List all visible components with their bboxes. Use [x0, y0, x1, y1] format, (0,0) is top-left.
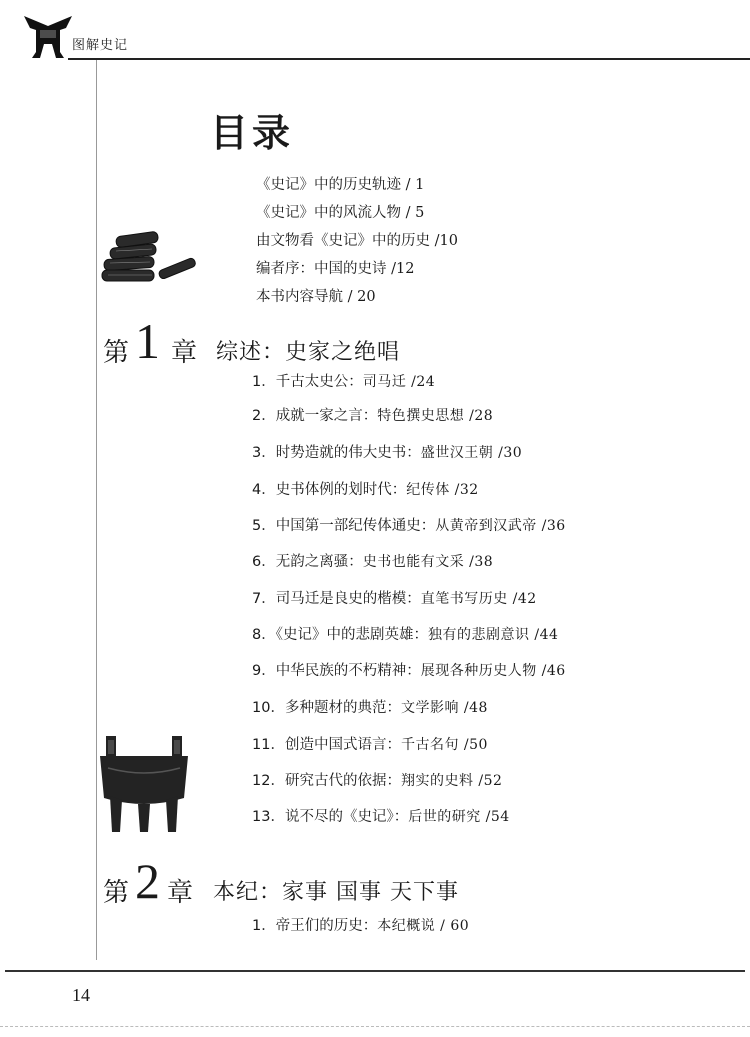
entry-subtitle: 纪传体 /32	[406, 482, 479, 498]
toc-entry[interactable]	[252, 479, 479, 500]
bronze-ding-icon	[98, 734, 190, 834]
entry-title: 12．研究古代的依据：	[252, 773, 401, 789]
page-title: 目录	[210, 110, 295, 155]
toc-entry[interactable]	[252, 660, 566, 681]
header-title: 图解史记	[72, 38, 129, 53]
entry-subtitle: 翔实的史料 /52	[400, 773, 503, 789]
toc-entry[interactable]	[252, 624, 558, 645]
bronze-vessel-icon	[22, 12, 74, 60]
chapter-prefix: 第	[103, 878, 130, 908]
toc-entry[interactable]	[252, 371, 435, 392]
toc-entry[interactable]	[252, 442, 522, 463]
entry-title: 8．《史记》中的悲剧英雄：	[252, 627, 428, 643]
toc-entry[interactable]	[252, 734, 488, 755]
entry-title: 4．史书体例的划时代：	[252, 482, 407, 498]
bamboo-scroll-icon	[98, 228, 198, 290]
entry-title: 7．司马迁是良史的楷模：	[252, 591, 421, 607]
entry-subtitle: 从黄帝到汉武帝 /36	[435, 518, 566, 534]
chapter-suffix: 章	[171, 338, 198, 368]
entry-subtitle: 史书也能有文采 /38	[362, 554, 494, 570]
entry-title: 1．千古太史公：	[252, 374, 363, 390]
entry-subtitle: 直笔书写历史 /42	[420, 591, 537, 607]
entry-title: 11．创造中国式语言：	[252, 737, 401, 753]
toc-entry[interactable]	[252, 588, 537, 609]
chapter-prefix: 第	[103, 338, 130, 368]
page-number: 14	[72, 985, 90, 1005]
entry-title: 6．无韵之离骚：	[252, 554, 363, 570]
toc-entry[interactable]	[252, 770, 502, 791]
entry-title: 13．说不尽的《史记》：	[252, 809, 409, 825]
front-matter-item[interactable]: 《史记》中的历史轨迹 / 1	[256, 177, 425, 193]
margin-rule	[96, 60, 97, 960]
entry-title: 1．帝王们的历史：	[252, 918, 378, 934]
chapter-suffix: 章	[167, 878, 194, 908]
entry-title: 3．时势造就的伟大史书：	[252, 445, 421, 461]
chapter-number: 1	[135, 313, 160, 369]
entry-title: 2．成就一家之言：	[252, 408, 378, 424]
entry-subtitle: 独有的悲剧意识 /44	[427, 627, 559, 643]
toc-entry[interactable]	[252, 551, 493, 572]
toc-entry[interactable]	[252, 515, 566, 536]
toc-entry[interactable]	[252, 697, 488, 718]
entry-subtitle: 文学影响 /48	[400, 700, 488, 716]
entry-title: 9．中华民族的不朽精神：	[252, 663, 421, 679]
chapter-title: 综述：史家之绝唱	[216, 340, 401, 365]
entry-title: 5．中国第一部纪传体通史：	[252, 518, 436, 534]
chapter-number: 2	[135, 853, 160, 909]
front-matter-item[interactable]: 《史记》中的风流人物 / 5	[256, 205, 425, 221]
entry-title: 10．多种题材的典范：	[252, 700, 401, 716]
entry-subtitle: 后世的研究 /54	[408, 809, 510, 825]
front-matter-item[interactable]: 编者序：中国的史诗 /12	[256, 261, 415, 277]
chapter-title: 本纪：家事 国事 天下事	[213, 880, 459, 905]
entry-subtitle: 展现各种历史人物 /46	[420, 663, 566, 679]
toc-entry[interactable]	[252, 915, 469, 936]
entry-subtitle: 盛世汉王朝 /30	[420, 445, 523, 461]
header-rule	[68, 58, 750, 60]
footer-rule	[5, 970, 745, 972]
page-edge-rule	[0, 1026, 750, 1027]
entry-subtitle: 本纪概说 / 60	[377, 918, 470, 934]
front-matter-item[interactable]: 本书内容导航 / 20	[256, 289, 376, 305]
toc-entry[interactable]	[252, 405, 493, 426]
entry-subtitle: 司马迁 /24	[362, 374, 436, 390]
front-matter-item[interactable]: 由文物看《史记》中的历史 /10	[256, 233, 458, 249]
toc-entry[interactable]	[252, 806, 510, 827]
entry-subtitle: 千古名句 /50	[400, 737, 488, 753]
entry-subtitle: 特色撰史思想 /28	[377, 408, 494, 424]
